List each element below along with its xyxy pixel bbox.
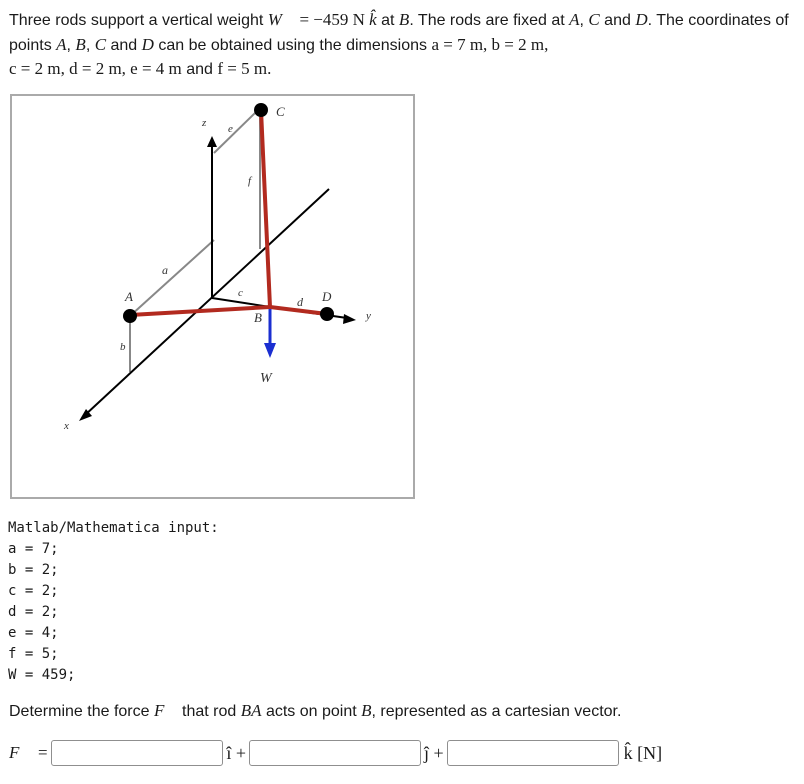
support-point-d	[320, 307, 334, 321]
label-dim-f: f	[248, 175, 252, 187]
label-dim-c: c	[238, 287, 243, 299]
code-line: a = 7;	[8, 541, 59, 557]
dimension-lines	[130, 112, 260, 372]
force-y-input[interactable]	[249, 740, 421, 766]
label-weight: W⃗	[260, 371, 283, 386]
problem-statement: Three rods support a vertical weight W⃗ = −459 N k̂ at B. The rods are fixed at A, C and D. The coordinates of points A, B, C and D can be obtained using the dimensions a = 7 m, b = 2 m, c = 2 m, d = 2 m, e = 4 m and f = 5 m.	[9, 10, 789, 78]
label-c: C	[276, 104, 285, 119]
label-y-axis: y	[366, 310, 371, 322]
code-line: d = 2;	[8, 604, 59, 620]
label-x-axis: x	[64, 420, 69, 432]
label-d: D	[322, 289, 332, 304]
force-z-input[interactable]	[447, 740, 619, 766]
rod-diagram	[10, 94, 415, 499]
force-x-input[interactable]	[51, 740, 223, 766]
label-dim-d: d	[297, 295, 303, 309]
code-heading: Matlab/Mathematica input:	[8, 520, 219, 536]
label-dim-a: a	[162, 263, 168, 277]
label-dim-b: b	[120, 341, 126, 353]
question-text: Determine the force F⃗ that rod BA acts on point B, represented as a cartesian vector.	[9, 701, 622, 720]
z-arrowhead	[207, 136, 217, 147]
y-arrowhead	[343, 314, 356, 324]
dim-line-e	[214, 112, 256, 153]
label-z-axis: z	[202, 117, 207, 129]
label-a: A	[125, 289, 133, 304]
diagram-labels	[63, 104, 371, 432]
j-hat-label: ĵ +	[424, 742, 444, 763]
code-line: c = 2;	[8, 583, 59, 599]
support-point-c	[254, 103, 268, 117]
matlab-input	[8, 518, 219, 686]
support-point-a	[123, 309, 137, 323]
dimensions-part2: c = 2 m, d = 2 m, e = 4 m	[9, 59, 182, 78]
diagram-svg	[12, 96, 413, 497]
force-label: F⃗ =	[9, 743, 49, 762]
dimensions-part1: a = 7 m, b = 2 m,	[431, 34, 549, 54]
code-line: W = 459;	[8, 667, 76, 683]
weight-arrowhead	[264, 343, 276, 358]
x-axis	[84, 189, 329, 416]
code-line: e = 4;	[8, 625, 59, 641]
answer-row	[9, 738, 799, 768]
code-line: f = 5;	[8, 646, 59, 662]
rod-bc	[261, 110, 270, 307]
k-hat-unit-label: k̂ [N]	[623, 742, 663, 763]
dimension-f: f = 5 m.	[217, 59, 272, 78]
label-b: B	[254, 310, 262, 325]
dim-line-a	[130, 240, 214, 316]
rods	[130, 110, 327, 315]
code-line: b = 2;	[8, 562, 59, 578]
i-hat-label: î +	[226, 742, 246, 763]
label-dim-e: e	[228, 123, 233, 135]
weight-symbol: W⃗	[267, 10, 296, 29]
axes	[84, 144, 347, 416]
